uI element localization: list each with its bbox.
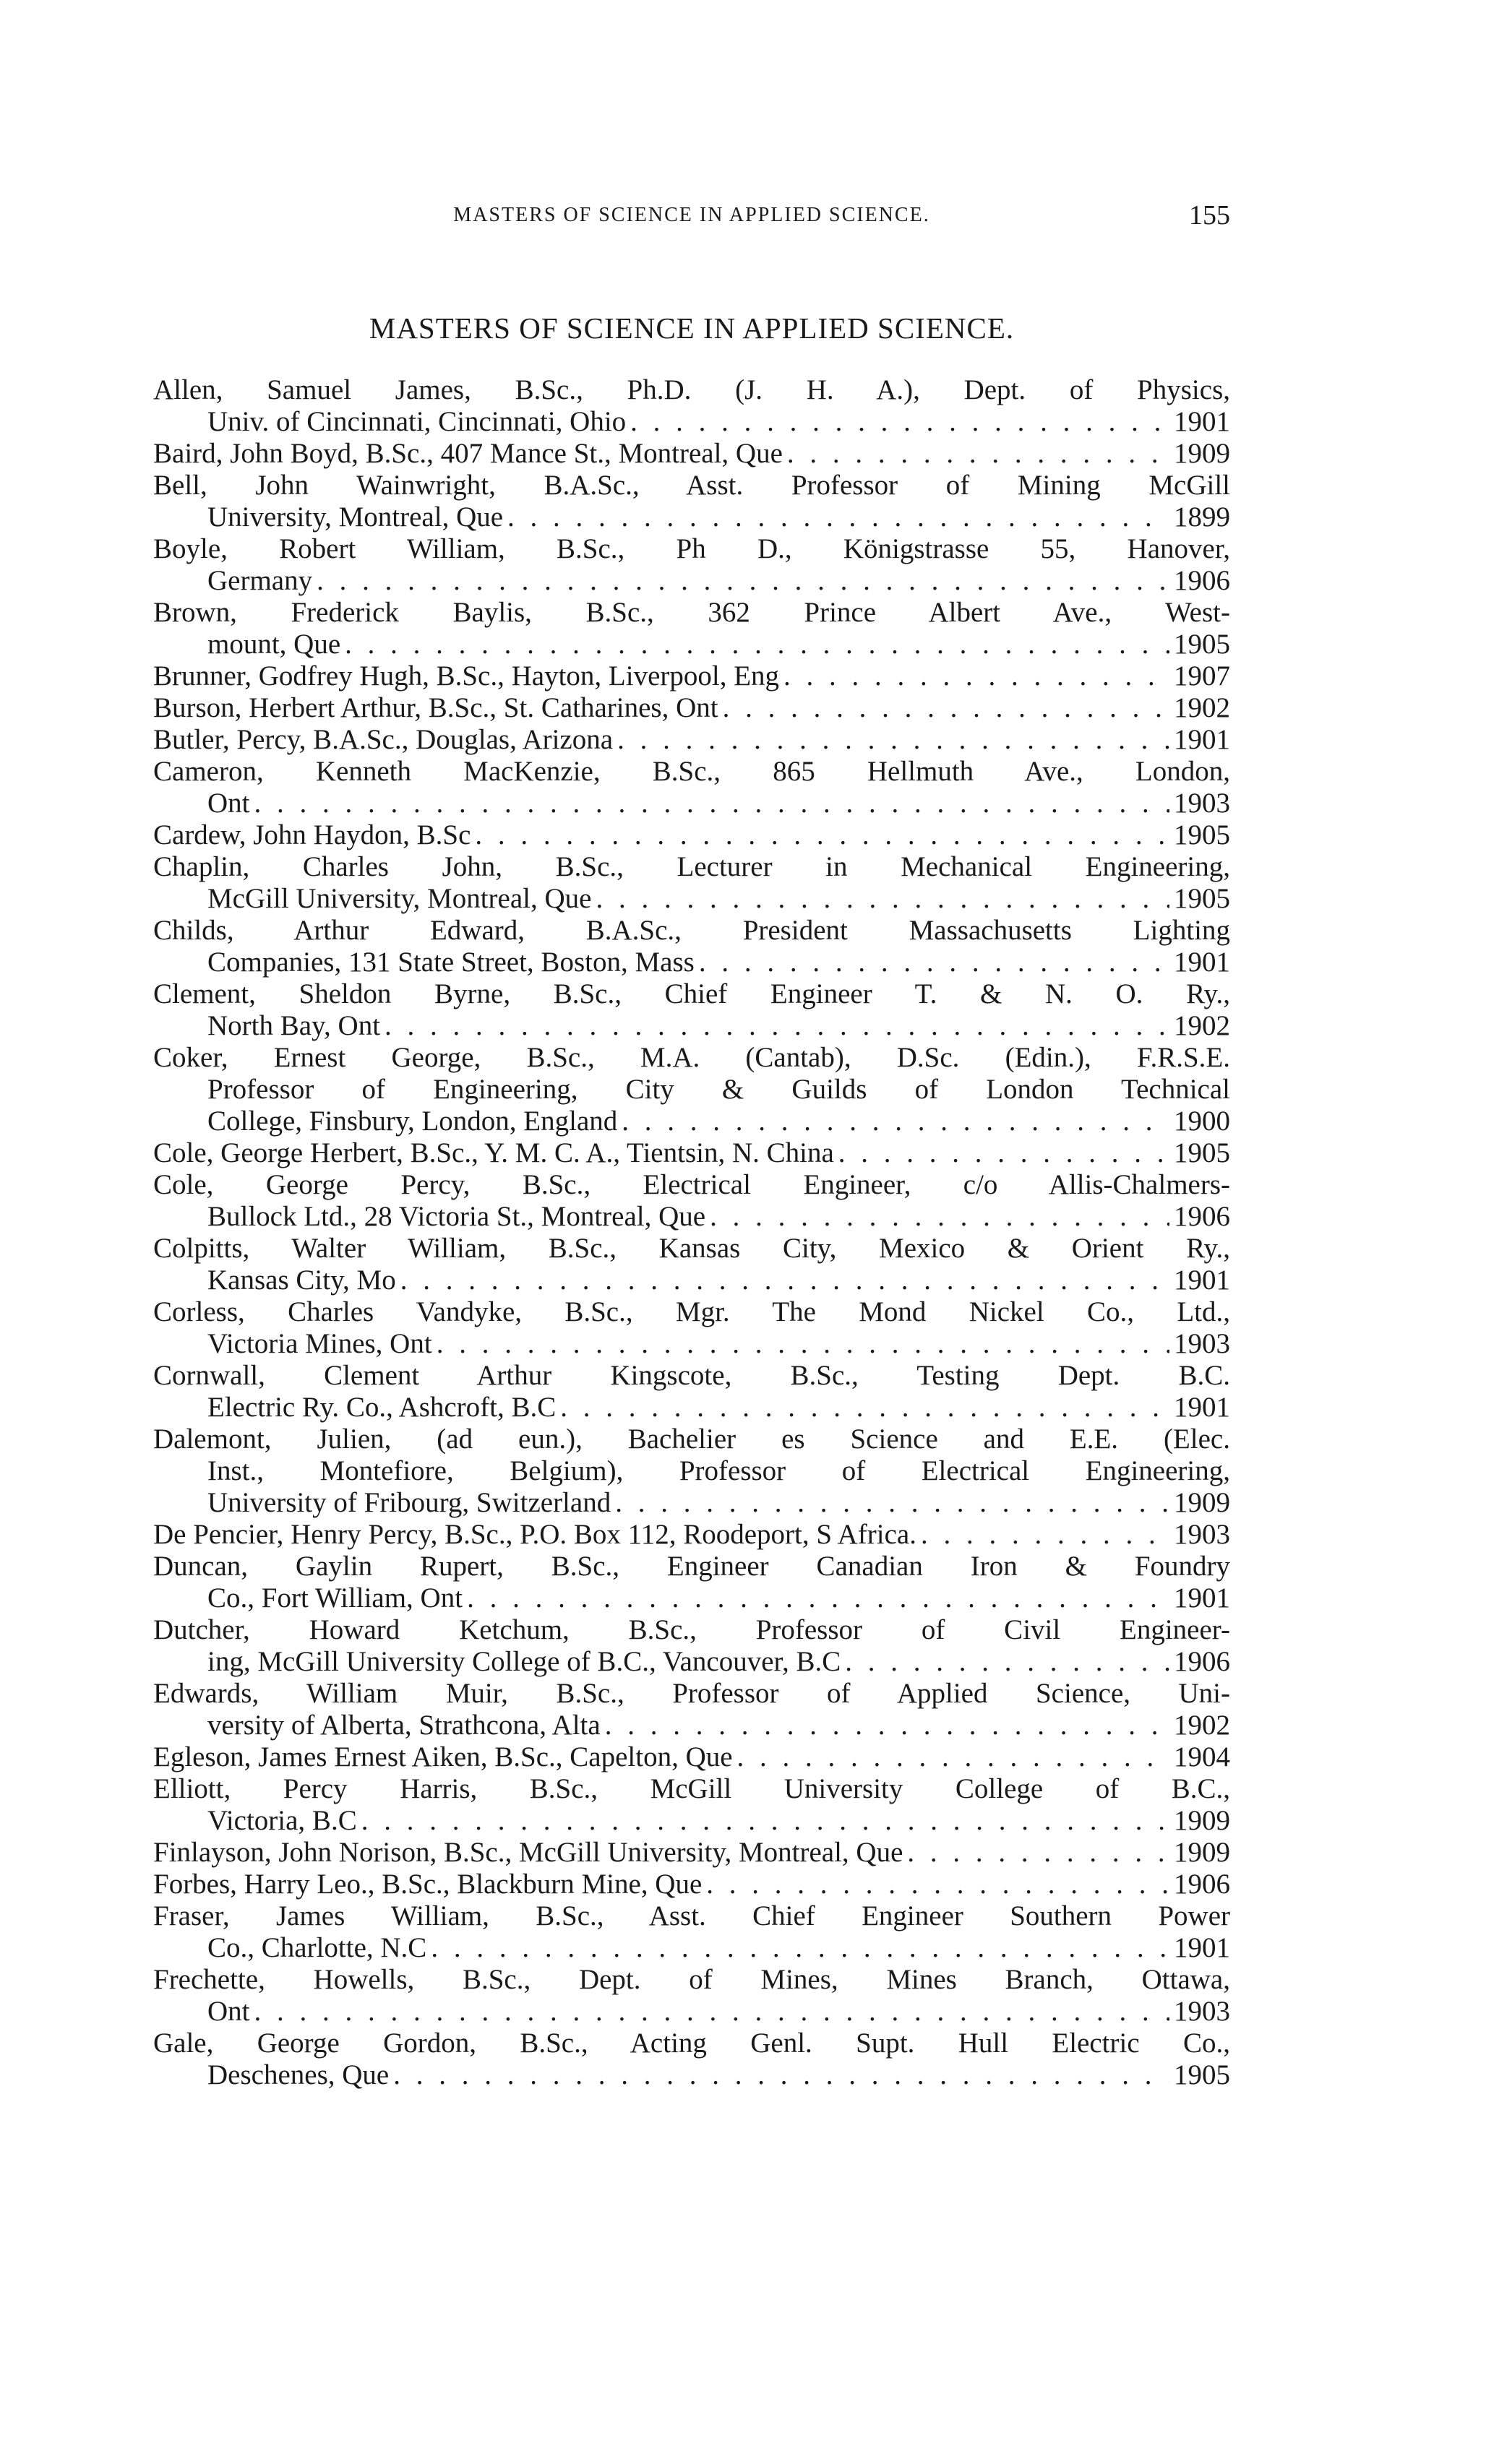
entry-year: 1905	[1174, 1137, 1230, 1168]
list-item	[153, 1296, 1230, 1360]
entry-text: Cole, George Herbert, B.Sc., Y. M. C. A., Tientsin, N. China	[153, 1137, 834, 1168]
entry-last-line	[153, 1805, 1230, 1837]
entry-last-line	[153, 819, 1230, 851]
entry-year: 1899	[1174, 501, 1230, 533]
list-item	[153, 533, 1230, 597]
entry-last-line	[153, 1392, 1230, 1423]
entry-last-line	[153, 1519, 1230, 1551]
entry-text: Germany	[207, 565, 313, 596]
entry-year: 1902	[1174, 1010, 1230, 1041]
entry-last-line	[153, 1137, 1230, 1169]
entry-last-line	[153, 565, 1230, 597]
entry-text: College, Finsbury, London, England	[207, 1106, 618, 1137]
entry-year: 1906	[1174, 1869, 1230, 1900]
entry-last-line	[153, 1646, 1230, 1678]
entry-year: 1906	[1174, 1646, 1230, 1677]
list-item	[153, 1137, 1230, 1169]
section-title: MASTERS OF SCIENCE IN APPLIED SCIENCE.	[369, 311, 1015, 345]
entry-year: 1902	[1174, 692, 1230, 723]
entry-last-line	[153, 406, 1230, 438]
entry-last-line	[153, 1837, 1230, 1869]
entry-line: Fraser, James William, B.Sc., Asst. Chief Engineer Southern Power	[153, 1900, 1230, 1931]
dot-leader	[361, 1805, 1169, 1837]
list-item	[153, 660, 1230, 692]
dot-leader	[737, 1741, 1169, 1773]
dot-leader	[560, 1392, 1169, 1423]
dot-leader	[615, 1487, 1169, 1519]
list-item	[153, 851, 1230, 915]
entry-text: Ont	[207, 1996, 250, 2027]
list-item	[153, 756, 1230, 819]
entry-line: Cameron, Kenneth MacKenzie, B.Sc., 865 Hellmuth Ave., London,	[153, 756, 1230, 787]
entry-last-line	[153, 2059, 1230, 2091]
dot-leader	[317, 565, 1169, 597]
dot-leader	[787, 438, 1169, 470]
entry-text: Companies, 131 State Street, Boston, Mass	[207, 947, 695, 978]
entry-text: Cardew, John Haydon, B.Sc	[153, 819, 471, 850]
entry-year: 1902	[1174, 1710, 1230, 1741]
dot-leader	[596, 883, 1169, 915]
entry-year: 1905	[1174, 2059, 1230, 2090]
dot-leader	[400, 1265, 1169, 1296]
entry-text: Brunner, Godfrey Hugh, B.Sc., Hayton, Liverpool, Eng	[153, 660, 780, 692]
entry-text: ing, McGill University College of B.C., Vancouver, B.C	[207, 1646, 841, 1677]
dot-leader	[605, 1710, 1169, 1741]
entry-line: Bell, John Wainwright, B.A.Sc., Asst. Professor of Mining McGill	[153, 470, 1230, 501]
entry-line: Edwards, William Muir, B.Sc., Professor of Applied Science, Uni-	[153, 1678, 1230, 1709]
running-head: MASTERS OF SCIENCE IN APPLIED SCIENCE.	[453, 204, 930, 226]
list-item	[153, 1169, 1230, 1233]
list-item	[153, 1551, 1230, 1614]
entry-line: Coker, Ernest George, B.Sc., M.A. (Cantab), D.Sc. (Edin.), F.R.S.E.	[153, 1042, 1230, 1073]
entry-line: Duncan, Gaylin Rupert, B.Sc., Engineer Canadian Iron & Foundry	[153, 1551, 1230, 1582]
entry-line: Inst., Montefiore, Belgium), Professor of Electrical Engineering,	[207, 1455, 1230, 1486]
entry-year: 1905	[1174, 883, 1230, 914]
entry-year: 1901	[1174, 947, 1230, 978]
dot-leader	[783, 660, 1169, 692]
list-item	[153, 915, 1230, 978]
entry-year: 1907	[1174, 660, 1230, 692]
entry-year: 1901	[1174, 724, 1230, 755]
entry-year: 1900	[1174, 1106, 1230, 1137]
list-item	[153, 724, 1230, 756]
entry-text: Deschenes, Que	[207, 2059, 390, 2090]
entry-year: 1906	[1174, 565, 1230, 596]
entry-line: Elliott, Percy Harris, B.Sc., McGill University College of B.C.,	[153, 1773, 1230, 1804]
list-item	[153, 470, 1230, 533]
entry-text: mount, Que	[207, 629, 341, 660]
entry-year: 1909	[1174, 1805, 1230, 1836]
entry-line: Frechette, Howells, B.Sc., Dept. of Mines, Mines Branch, Ottawa,	[153, 1964, 1230, 1995]
dot-leader	[630, 406, 1169, 438]
dot-leader	[699, 947, 1169, 978]
list-item	[153, 1042, 1230, 1137]
entry-line: Dutcher, Howard Ketchum, B.Sc., Professor of Civil Engineer-	[153, 1614, 1230, 1645]
entry-text: Ont	[207, 788, 250, 819]
entry-text: Bullock Ltd., 28 Victoria St., Montreal, Que	[207, 1201, 706, 1232]
list-item	[153, 1678, 1230, 1741]
entry-text: Butler, Percy, B.A.Sc., Douglas, Arizona	[153, 724, 614, 755]
entry-last-line	[153, 660, 1230, 692]
entry-year: 1903	[1174, 1996, 1230, 2027]
dot-leader	[710, 1201, 1169, 1233]
entry-year: 1909	[1174, 1487, 1230, 1518]
entry-last-line	[153, 1741, 1230, 1773]
entry-text: Finlayson, John Norison, B.Sc., McGill University, Montreal, Que	[153, 1837, 903, 1868]
list-item	[153, 1519, 1230, 1551]
list-item	[153, 1233, 1230, 1296]
dot-leader	[845, 1646, 1169, 1678]
entry-last-line	[153, 1106, 1230, 1137]
entry-text: Baird, John Boyd, B.Sc., 407 Mance St., Montreal, Que	[153, 438, 783, 469]
entry-text: Co., Charlotte, N.C	[207, 1932, 427, 1963]
dot-leader	[706, 1869, 1169, 1900]
dot-leader	[431, 1932, 1169, 1964]
list-item	[153, 374, 1230, 438]
list-item	[153, 1773, 1230, 1837]
dot-leader	[475, 819, 1169, 851]
entry-last-line	[153, 724, 1230, 756]
entry-line: Clement, Sheldon Byrne, B.Sc., Chief Engineer T. & N. O. Ry.,	[153, 978, 1230, 1009]
entry-year: 1903	[1174, 788, 1230, 819]
list-item	[153, 1964, 1230, 2028]
dot-leader	[345, 629, 1169, 660]
entry-year: 1903	[1174, 1328, 1230, 1359]
entry-last-line	[153, 1582, 1230, 1614]
entry-line: Professor of Engineering, City & Guilds of London Technical	[207, 1074, 1230, 1105]
entry-last-line	[153, 1710, 1230, 1741]
entry-line: Dalemont, Julien, (ad eun.), Bachelier es Science and E.E. (Elec.	[153, 1423, 1230, 1455]
list-item	[153, 819, 1230, 851]
entry-line: Cornwall, Clement Arthur Kingscote, B.Sc., Testing Dept. B.C.	[153, 1360, 1230, 1391]
list-item	[153, 1869, 1230, 1900]
entry-year: 1901	[1174, 1582, 1230, 1614]
entry-year: 1904	[1174, 1741, 1230, 1772]
list-item	[153, 1360, 1230, 1423]
page-number: 155	[1189, 200, 1230, 231]
dot-leader	[467, 1582, 1169, 1614]
entry-line: Chaplin, Charles John, B.Sc., Lecturer in Mechanical Engineering,	[153, 851, 1230, 882]
entry-year: 1909	[1174, 438, 1230, 469]
dot-leader	[617, 724, 1169, 756]
entry-last-line	[153, 1996, 1230, 2028]
entry-line: Allen, Samuel James, B.Sc., Ph.D. (J. H. A.), Dept. of Physics,	[153, 374, 1230, 405]
entry-text: Univ. of Cincinnati, Cincinnati, Ohio	[207, 406, 627, 437]
entry-last-line	[153, 692, 1230, 724]
entry-last-line	[153, 883, 1230, 915]
entry-line: Corless, Charles Vandyke, B.Sc., Mgr. The Mond Nickel Co., Ltd.,	[153, 1296, 1230, 1327]
entry-year: 1906	[1174, 1201, 1230, 1232]
dot-leader	[723, 692, 1169, 724]
entry-text: University, Montreal, Que	[207, 501, 504, 533]
entry-line: Cole, George Percy, B.Sc., Electrical Engineer, c/o Allis-Chalmers-	[153, 1169, 1230, 1200]
entry-text: University of Fribourg, Switzerland	[207, 1487, 611, 1518]
dot-leader	[254, 1996, 1170, 2028]
dot-leader	[921, 1519, 1169, 1551]
entry-text: Kansas City, Mo	[207, 1265, 396, 1296]
entry-last-line	[153, 1010, 1230, 1042]
dot-leader	[437, 1328, 1169, 1360]
dot-leader	[385, 1010, 1169, 1042]
entry-last-line	[153, 1932, 1230, 1964]
list-item	[153, 1423, 1230, 1519]
entry-last-line	[153, 1328, 1230, 1360]
entry-last-line	[153, 947, 1230, 978]
entry-line: Brown, Frederick Baylis, B.Sc., 362 Prince Albert Ave., West-	[153, 597, 1230, 628]
list-item	[153, 438, 1230, 470]
list-item	[153, 597, 1230, 660]
list-item	[153, 978, 1230, 1042]
entry-text: versity of Alberta, Strathcona, Alta	[207, 1710, 601, 1741]
entry-last-line	[153, 629, 1230, 660]
entry-last-line	[153, 501, 1230, 533]
list-item	[153, 692, 1230, 724]
entry-year: 1905	[1174, 819, 1230, 850]
entry-year: 1903	[1174, 1519, 1230, 1550]
entry-text: Forbes, Harry Leo., B.Sc., Blackburn Mine, Que	[153, 1869, 703, 1900]
entry-year: 1905	[1174, 629, 1230, 660]
list-item	[153, 1900, 1230, 1964]
dot-leader	[507, 501, 1169, 533]
dot-leader	[393, 2059, 1169, 2091]
dot-leader	[907, 1837, 1169, 1869]
entry-year: 1901	[1174, 1265, 1230, 1296]
entry-year: 1901	[1174, 406, 1230, 437]
entry-line: Boyle, Robert William, B.Sc., Ph D., Königstrasse 55, Hanover,	[153, 533, 1230, 564]
entry-text: Egleson, James Ernest Aiken, B.Sc., Capelton, Que	[153, 1741, 733, 1772]
entry-text: De Pencier, Henry Percy, B.Sc., P.O. Box 112, Roodeport, S Africa.	[153, 1519, 916, 1550]
entry-line: Childs, Arthur Edward, B.A.Sc., President Massachusetts Lighting	[153, 915, 1230, 946]
entry-year: 1901	[1174, 1392, 1230, 1423]
entry-last-line	[153, 1869, 1230, 1900]
list-item	[153, 1614, 1230, 1678]
entry-text: Burson, Herbert Arthur, B.Sc., St. Catharines, Ont	[153, 692, 718, 723]
graduate-list	[153, 374, 1230, 2091]
list-item	[153, 1741, 1230, 1773]
entry-last-line	[153, 438, 1230, 470]
entry-text: Co., Fort William, Ont	[207, 1582, 463, 1614]
entry-text: North Bay, Ont	[207, 1010, 381, 1041]
dot-leader	[838, 1137, 1169, 1169]
entry-last-line	[153, 1201, 1230, 1233]
entry-last-line	[153, 1487, 1230, 1519]
entry-last-line	[153, 1265, 1230, 1296]
entry-text: McGill University, Montreal, Que	[207, 883, 592, 914]
entry-line: Colpitts, Walter William, B.Sc., Kansas City, Mexico & Orient Ry.,	[153, 1233, 1230, 1264]
entry-text: Victoria, B.C	[207, 1805, 357, 1836]
entry-year: 1901	[1174, 1932, 1230, 1963]
dot-leader	[622, 1106, 1169, 1137]
list-item	[153, 2028, 1230, 2091]
list-item	[153, 1837, 1230, 1869]
page-header	[153, 200, 1230, 240]
entry-year: 1909	[1174, 1837, 1230, 1868]
dot-leader	[254, 788, 1170, 819]
entry-text: Victoria Mines, Ont	[207, 1328, 432, 1359]
entry-last-line	[153, 788, 1230, 819]
entry-text: Electric Ry. Co., Ashcroft, B.C	[207, 1392, 557, 1423]
entry-line: Gale, George Gordon, B.Sc., Acting Genl. Supt. Hull Electric Co.,	[153, 2028, 1230, 2059]
